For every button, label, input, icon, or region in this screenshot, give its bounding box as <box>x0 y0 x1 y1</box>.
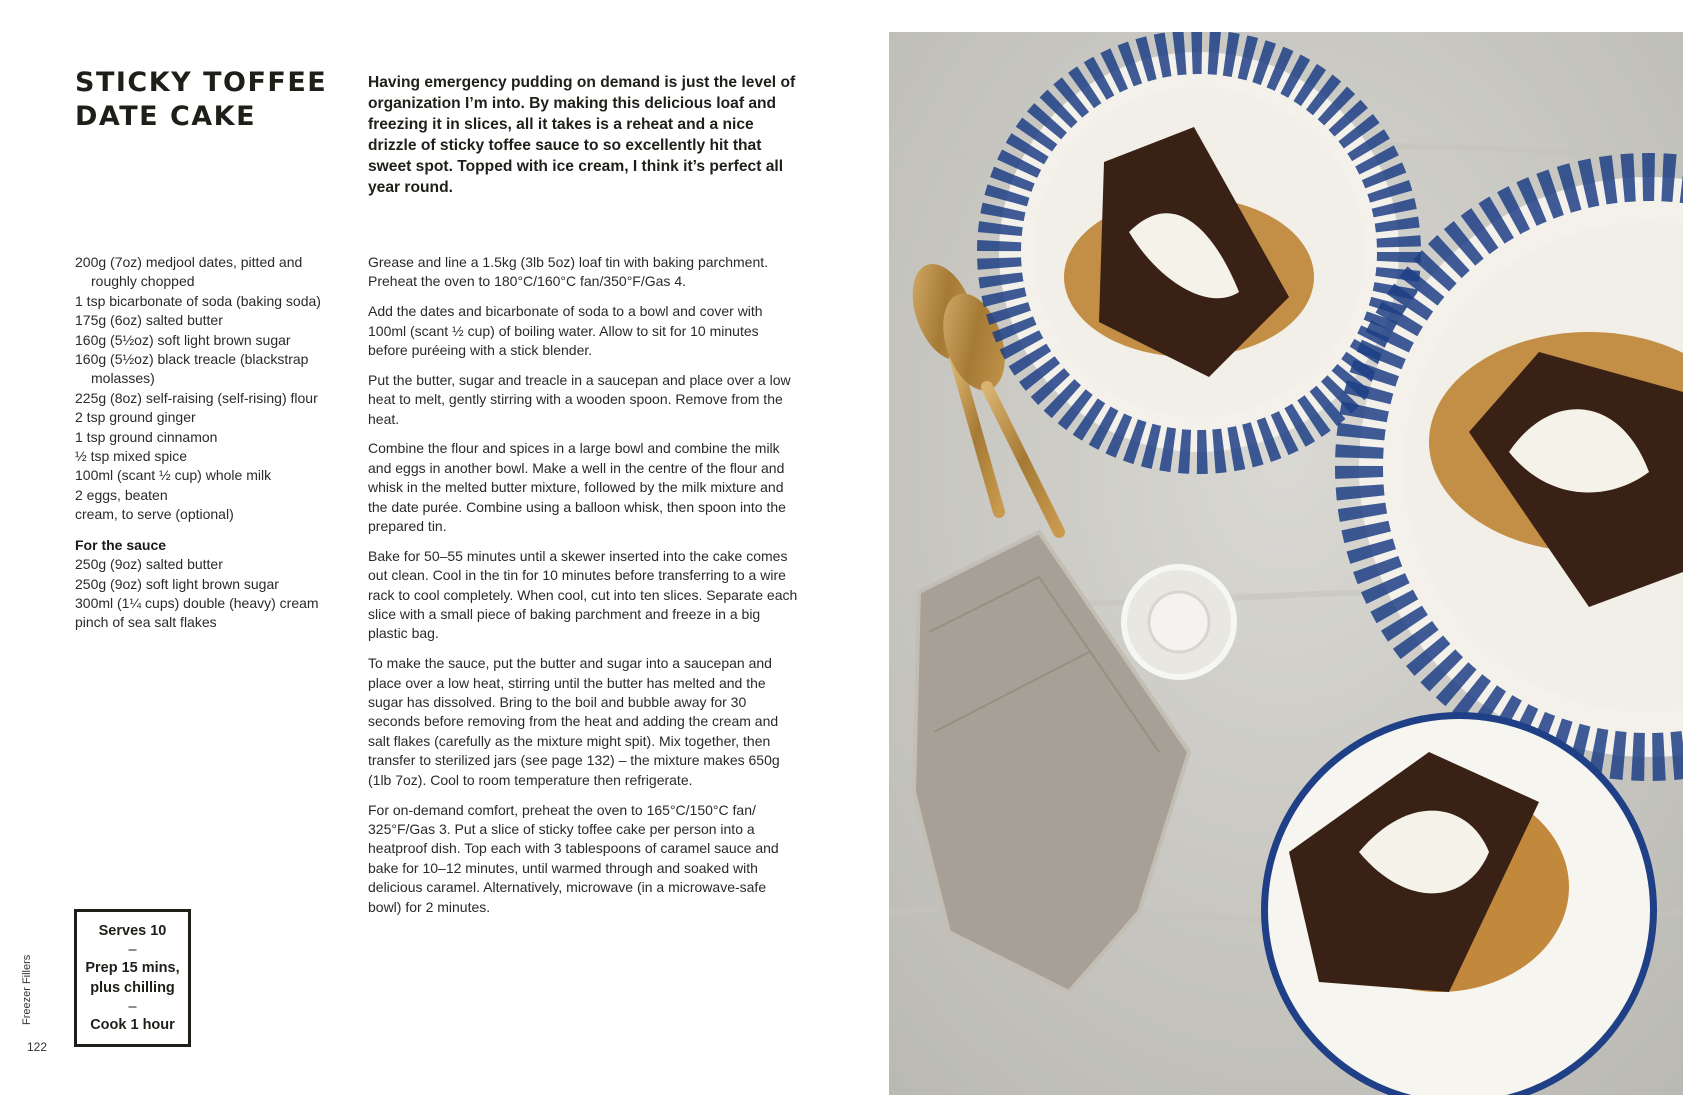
recipe-info-box <box>74 909 191 1047</box>
sauce-heading: For the sauce <box>75 536 167 553</box>
method-step: To make the sauce, put the butter and sugar into a saucepan and place over a low heat, stirring until the butter has melted and the sugar has dissolved. Bring to the boil and bubble away for 30 seconds before removing from the heat and adding the cream and salt flakes (carefully as the mixture might spit). Mix together, then transfer to sterilized jars (see page 132) – the mixture makes 650g (1lb 7oz). Cool to room temperature then refrigerate. <box>368 655 780 788</box>
ingredient-item: 225g (8oz) self-raising (self-rising) flour <box>75 389 318 406</box>
ingredient-item: 160g (5½oz) black treacle (blackstrap molasses) <box>75 351 309 387</box>
food-photo-illustration <box>889 32 1683 1095</box>
method-step: Combine the flour and spices in a large bowl and combine the milk and eggs in another bowl. Make a well in the centre of the flour and whisk in the melted butter mixture, followed by the milk mixture and the date purée. Combine using a balloon whisk, then spoon into the prepared tin. <box>368 440 786 535</box>
ingredient-item: 100ml (scant ½ cup) whole milk <box>75 467 272 484</box>
ingredient-item: ½ tsp mixed spice <box>75 448 188 465</box>
method-steps <box>368 253 798 927</box>
glass-dish <box>1124 567 1234 677</box>
recipe-intro: Having emergency pudding on demand is just the level of organization I’m into. By making this delicious loaf and freezing it in slices, all it takes is a reheat and a nice drizzle of sticky toffee sauce to so excellently hit that sweet spot. Topped with ice cream, I think it’s perfect all year round. <box>368 74 796 196</box>
method-step: Put the butter, sugar and treacle in a saucepan and place over a low heat to melt, gently stirring with a wooden spoon. Remove from the heat. <box>368 371 791 427</box>
recipe-title-line-2: DATE CAKE <box>75 101 257 132</box>
recipe-title-line-1: STICKY TOFFEE <box>75 67 328 98</box>
ingredient-item: 160g (5½oz) soft light brown sugar <box>75 331 291 348</box>
page-number: 122 <box>27 1040 48 1054</box>
sauce-ingredient-item: pinch of sea salt flakes <box>75 614 217 631</box>
ingredient-item: 2 tsp ground ginger <box>75 409 196 426</box>
recipe-title <box>75 66 355 134</box>
section-label: Freezer Fillers <box>21 954 33 1025</box>
sauce-ingredient-item: 250g (9oz) soft light brown sugar <box>75 575 279 592</box>
ingredient-item: 1 tsp ground cinnamon <box>75 428 218 445</box>
prep-time-line-2: plus chilling <box>90 979 175 996</box>
cook-time-text: Cook 1 hour <box>90 1017 175 1034</box>
info-separator: – <box>128 942 137 959</box>
method-step: For on-demand comfort, preheat the oven to 165°C/150°C fan/ 325°F/Gas 3. Put a slice of sticky toffee cake per person into a heatproof dish. Top each with 3 tablespoons of caramel sauce and bake for 10–12 minutes, until warmed through and soaked with delicious caramel. Alternatively, microwave (in a microwave-safe bowl) for 2 minutes. <box>368 801 779 915</box>
method-step: Grease and line a 1.5kg (3lb 5oz) loaf tin with baking parchment. Preheat the oven to 180°C/160°C fan/350°F/Gas 4. <box>368 254 769 290</box>
serves-text: Serves 10 <box>98 923 167 939</box>
method-step: Bake for 50–55 minutes until a skewer inserted into the cake comes out clean. Cool in the tin for 10 minutes before transferring to a wire rack to cool completely. When cool, cut into ten slices. Separate each slice with a small piece of baking parchment and freeze in a big plastic bag. <box>368 547 798 642</box>
info-separator: – <box>128 999 137 1016</box>
speckled-plate-top <box>999 52 1399 452</box>
ingredient-item: 1 tsp bicarbonate of soda (baking soda) <box>75 292 321 309</box>
recipe-photo <box>889 32 1683 1095</box>
prep-time-line-1: Prep 15 mins, <box>85 960 180 977</box>
enamel-plate-bottom <box>1261 712 1657 1095</box>
ingredient-item: cream, to serve (optional) <box>75 506 234 523</box>
method-step: Add the dates and bicarbonate of soda to a bowl and cover with 100ml (scant ½ cup) of boiling water. Allow to sit for 10 minutes before puréeing with a stick blender. <box>368 303 763 359</box>
ingredient-item: 2 eggs, beaten <box>75 486 168 503</box>
ingredient-item: 175g (6oz) salted butter <box>75 312 223 329</box>
ingredients-list <box>75 253 345 633</box>
sauce-ingredient-item: 300ml (1¼ cups) double (heavy) cream <box>75 594 319 611</box>
sauce-ingredient-item: 250g (9oz) salted butter <box>75 556 223 573</box>
ingredient-item: 200g (7oz) medjool dates, pitted and roughly chopped <box>75 254 303 290</box>
